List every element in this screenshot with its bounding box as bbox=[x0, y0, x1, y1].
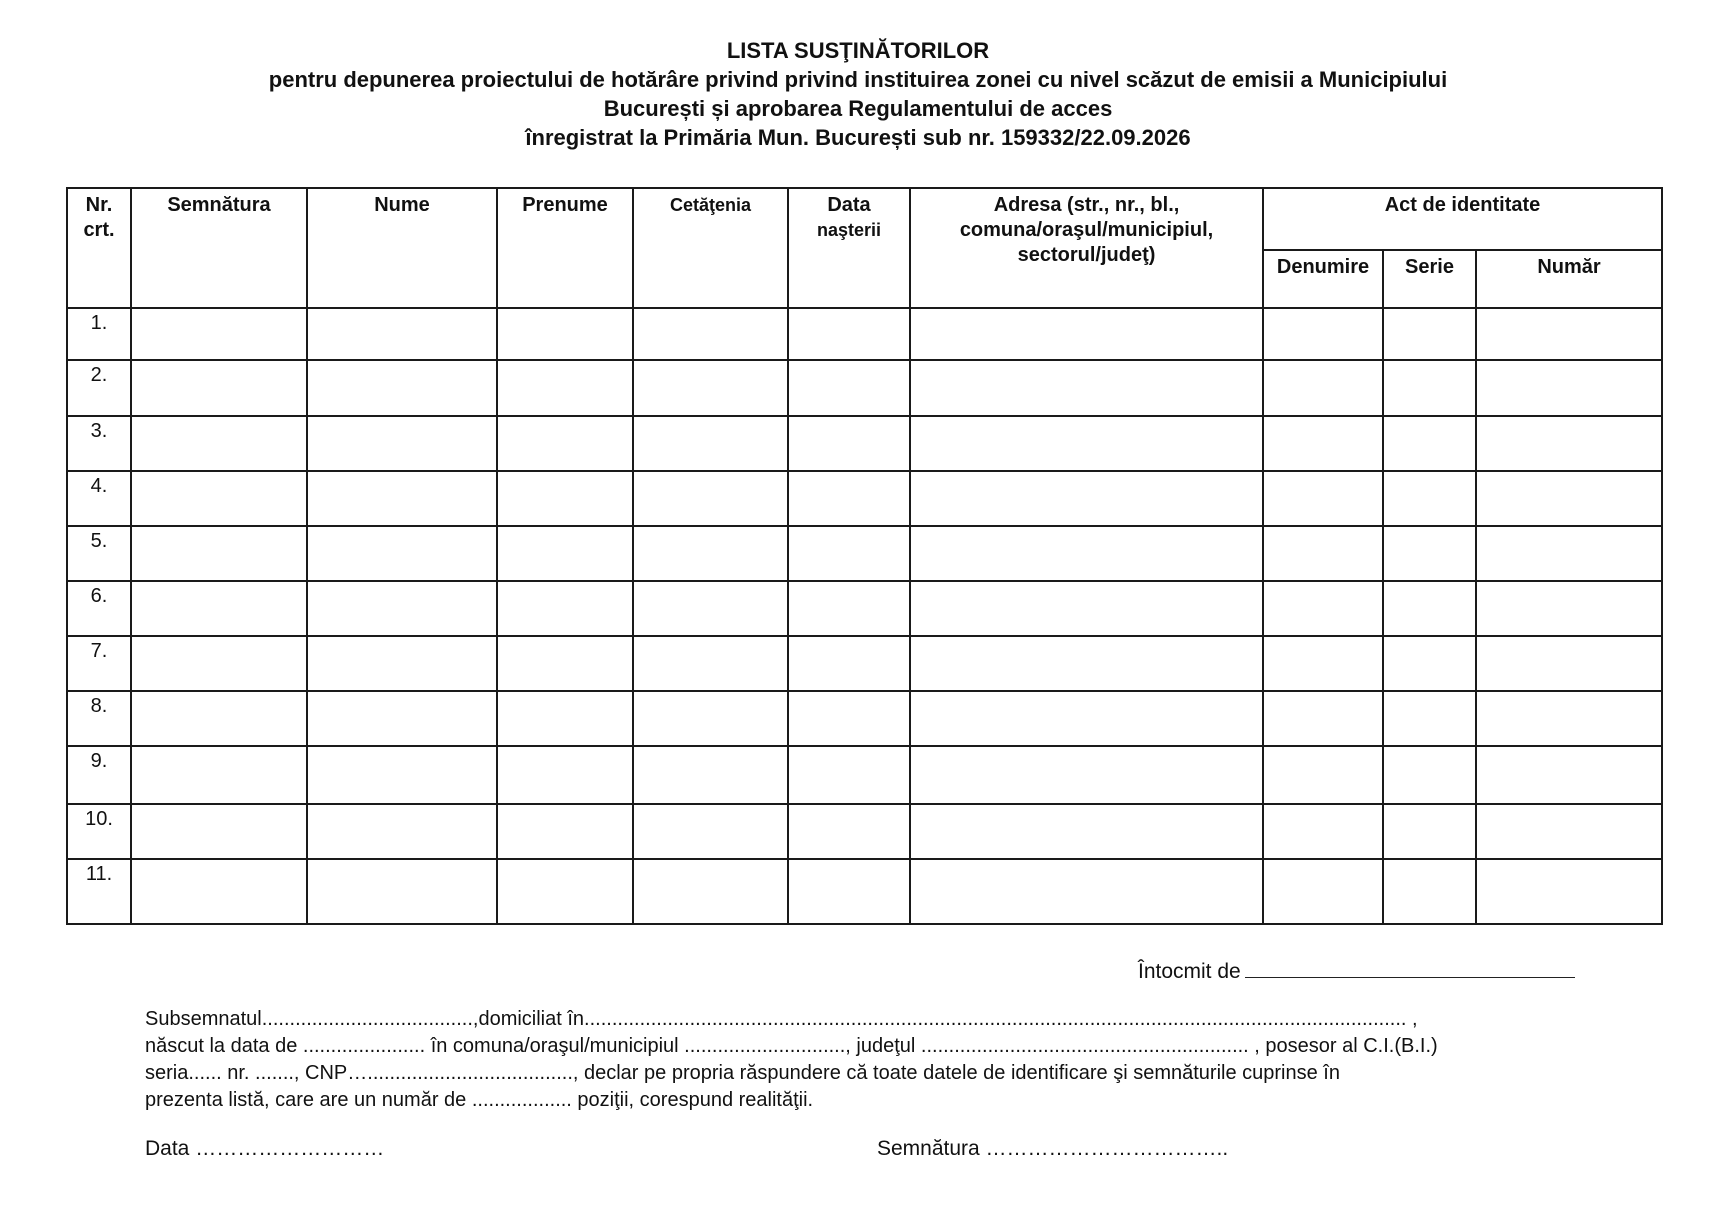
cell-nume bbox=[307, 636, 497, 691]
cell-adresa bbox=[910, 526, 1263, 581]
cell-numar bbox=[1476, 636, 1662, 691]
cell-numar bbox=[1476, 416, 1662, 471]
col-header-nr: Nr. crt. bbox=[67, 188, 131, 308]
cell-cetatenia bbox=[633, 746, 788, 804]
cell-data-nasterii bbox=[788, 804, 910, 859]
cell-denumire bbox=[1263, 859, 1383, 924]
cell-cetatenia bbox=[633, 308, 788, 360]
cell-serie bbox=[1383, 581, 1476, 636]
cell-data-nasterii bbox=[788, 471, 910, 526]
date-field: Data ……………………… bbox=[145, 1137, 385, 1160]
table-row bbox=[67, 471, 1662, 526]
cell-prenume bbox=[497, 416, 633, 471]
cell-denumire bbox=[1263, 746, 1383, 804]
cell-semnatura bbox=[131, 859, 307, 924]
cell-semnatura bbox=[131, 308, 307, 360]
document-subtitle-line-1: pentru depunerea proiectului de hotărâre privind privind instituirea zonei cu nivel scăzut de emisii a Municipiului bbox=[268, 67, 1448, 92]
cell-prenume bbox=[497, 308, 633, 360]
declaration bbox=[145, 1006, 1565, 1114]
col-header-act-identitate: Act de identitate bbox=[1263, 188, 1662, 250]
table-row bbox=[67, 526, 1662, 581]
cell-nume bbox=[307, 526, 497, 581]
declaration-line-4: prezenta listă, care are un număr de .................. poziţii, corespund realităţii. bbox=[145, 1089, 814, 1111]
cell-serie bbox=[1383, 746, 1476, 804]
cell-denumire bbox=[1263, 581, 1383, 636]
col-header-data: Data bbox=[827, 194, 871, 216]
cell-denumire bbox=[1263, 360, 1383, 416]
cell-prenume bbox=[497, 691, 633, 746]
cell-denumire bbox=[1263, 471, 1383, 526]
col-header-data-nasterii bbox=[788, 188, 910, 308]
cell-nr: 8. bbox=[67, 691, 131, 746]
cell-semnatura bbox=[131, 691, 307, 746]
table-row bbox=[67, 746, 1662, 804]
cell-adresa bbox=[910, 308, 1263, 360]
cell-numar bbox=[1476, 804, 1662, 859]
declaration-line-2: născut la data de ...................... în comuna/oraşul/municipiul ............................., judeţul ........................................................... , posesor al C.I.(B.I.) bbox=[145, 1035, 1438, 1057]
cell-semnatura bbox=[131, 636, 307, 691]
cell-cetatenia bbox=[633, 526, 788, 581]
cell-data-nasterii bbox=[788, 746, 910, 804]
cell-nr: 4. bbox=[67, 471, 131, 526]
col-header-cetatenia: Cetăţenia bbox=[633, 188, 788, 308]
declaration-line-3: seria...... nr. ......., CNP…....................................., declar pe propria răspundere că toate datele de identificare şi semnăturile cuprinse în bbox=[145, 1062, 1340, 1084]
cell-serie bbox=[1383, 691, 1476, 746]
cell-adresa bbox=[910, 636, 1263, 691]
table-body bbox=[67, 308, 1662, 924]
cell-nume bbox=[307, 308, 497, 360]
cell-nr: 1. bbox=[67, 308, 131, 360]
cell-nume bbox=[307, 360, 497, 416]
table-row bbox=[67, 416, 1662, 471]
cell-nume bbox=[307, 691, 497, 746]
cell-serie bbox=[1383, 804, 1476, 859]
cell-adresa bbox=[910, 859, 1263, 924]
table-row bbox=[67, 804, 1662, 859]
prepared-by-signature-line bbox=[1245, 957, 1575, 978]
registration-line: înregistrat la Primăria Mun. București sub nr. 159332/22.09.2026 bbox=[525, 125, 1191, 150]
cell-serie bbox=[1383, 360, 1476, 416]
cell-prenume bbox=[497, 526, 633, 581]
cell-serie bbox=[1383, 526, 1476, 581]
cell-numar bbox=[1476, 691, 1662, 746]
cell-numar bbox=[1476, 308, 1662, 360]
cell-nume bbox=[307, 746, 497, 804]
cell-cetatenia bbox=[633, 804, 788, 859]
col-header-denumire: Denumire bbox=[1263, 250, 1383, 308]
cell-semnatura bbox=[131, 360, 307, 416]
cell-nume bbox=[307, 804, 497, 859]
cell-cetatenia bbox=[633, 859, 788, 924]
cell-cetatenia bbox=[633, 360, 788, 416]
cell-adresa bbox=[910, 581, 1263, 636]
cell-adresa bbox=[910, 691, 1263, 746]
col-header-semnatura: Semnătura bbox=[131, 188, 307, 308]
cell-prenume bbox=[497, 804, 633, 859]
cell-nr: 5. bbox=[67, 526, 131, 581]
cell-cetatenia bbox=[633, 471, 788, 526]
cell-adresa bbox=[910, 416, 1263, 471]
cell-data-nasterii bbox=[788, 859, 910, 924]
document-header bbox=[0, 36, 1716, 152]
cell-cetatenia bbox=[633, 416, 788, 471]
cell-denumire bbox=[1263, 691, 1383, 746]
cell-data-nasterii bbox=[788, 636, 910, 691]
table-row bbox=[67, 859, 1662, 924]
cell-data-nasterii bbox=[788, 691, 910, 746]
cell-adresa bbox=[910, 471, 1263, 526]
cell-serie bbox=[1383, 308, 1476, 360]
table-row bbox=[67, 691, 1662, 746]
cell-serie bbox=[1383, 416, 1476, 471]
cell-cetatenia bbox=[633, 636, 788, 691]
table-row bbox=[67, 636, 1662, 691]
cell-prenume bbox=[497, 360, 633, 416]
cell-denumire bbox=[1263, 526, 1383, 581]
cell-prenume bbox=[497, 471, 633, 526]
cell-nr: 10. bbox=[67, 804, 131, 859]
cell-serie bbox=[1383, 636, 1476, 691]
prepared-by bbox=[1138, 957, 1575, 984]
col-header-nume: Nume bbox=[307, 188, 497, 308]
cell-adresa bbox=[910, 804, 1263, 859]
supporters-table bbox=[66, 187, 1663, 925]
col-header-numar: Număr bbox=[1476, 250, 1662, 308]
cell-data-nasterii bbox=[788, 360, 910, 416]
cell-adresa bbox=[910, 360, 1263, 416]
document-title: LISTA SUSŢINĂTORILOR bbox=[726, 38, 990, 63]
declaration-line-1: Subsemnatul......................................,domiciliat în.................................................................................................................................................... , bbox=[145, 1008, 1418, 1030]
cell-denumire bbox=[1263, 636, 1383, 691]
cell-adresa bbox=[910, 746, 1263, 804]
cell-nume bbox=[307, 416, 497, 471]
cell-data-nasterii bbox=[788, 526, 910, 581]
cell-nume bbox=[307, 859, 497, 924]
cell-nr: 3. bbox=[67, 416, 131, 471]
cell-prenume bbox=[497, 581, 633, 636]
cell-nr: 2. bbox=[67, 360, 131, 416]
cell-prenume bbox=[497, 636, 633, 691]
cell-data-nasterii bbox=[788, 308, 910, 360]
signature-field: Semnătura …………………………….. bbox=[877, 1137, 1229, 1160]
cell-denumire bbox=[1263, 416, 1383, 471]
cell-cetatenia bbox=[633, 691, 788, 746]
cell-cetatenia bbox=[633, 581, 788, 636]
col-header-nasterii: naşterii bbox=[816, 220, 882, 240]
cell-serie bbox=[1383, 859, 1476, 924]
cell-serie bbox=[1383, 471, 1476, 526]
cell-nume bbox=[307, 471, 497, 526]
cell-numar bbox=[1476, 360, 1662, 416]
cell-nr: 7. bbox=[67, 636, 131, 691]
document-subtitle-line-2: București și aprobarea Regulamentului de acces bbox=[603, 96, 1113, 121]
cell-prenume bbox=[497, 746, 633, 804]
prepared-by-label: Întocmit de bbox=[1138, 960, 1241, 983]
cell-data-nasterii bbox=[788, 416, 910, 471]
table-row bbox=[67, 360, 1662, 416]
cell-semnatura bbox=[131, 471, 307, 526]
cell-numar bbox=[1476, 746, 1662, 804]
cell-semnatura bbox=[131, 526, 307, 581]
cell-numar bbox=[1476, 471, 1662, 526]
cell-nume bbox=[307, 581, 497, 636]
cell-denumire bbox=[1263, 308, 1383, 360]
col-header-prenume: Prenume bbox=[497, 188, 633, 308]
cell-nr: 9. bbox=[67, 746, 131, 804]
cell-semnatura bbox=[131, 581, 307, 636]
cell-numar bbox=[1476, 581, 1662, 636]
cell-semnatura bbox=[131, 416, 307, 471]
cell-data-nasterii bbox=[788, 581, 910, 636]
col-header-serie: Serie bbox=[1383, 250, 1476, 308]
table-row bbox=[67, 308, 1662, 360]
cell-nr: 6. bbox=[67, 581, 131, 636]
cell-nr: 11. bbox=[67, 859, 131, 924]
cell-denumire bbox=[1263, 804, 1383, 859]
cell-semnatura bbox=[131, 746, 307, 804]
cell-numar bbox=[1476, 859, 1662, 924]
table-row bbox=[67, 581, 1662, 636]
cell-numar bbox=[1476, 526, 1662, 581]
cell-prenume bbox=[497, 859, 633, 924]
cell-semnatura bbox=[131, 804, 307, 859]
col-header-adresa: Adresa (str., nr., bl., comuna/oraşul/municipiul, sectorul/judeţ) bbox=[910, 188, 1263, 308]
